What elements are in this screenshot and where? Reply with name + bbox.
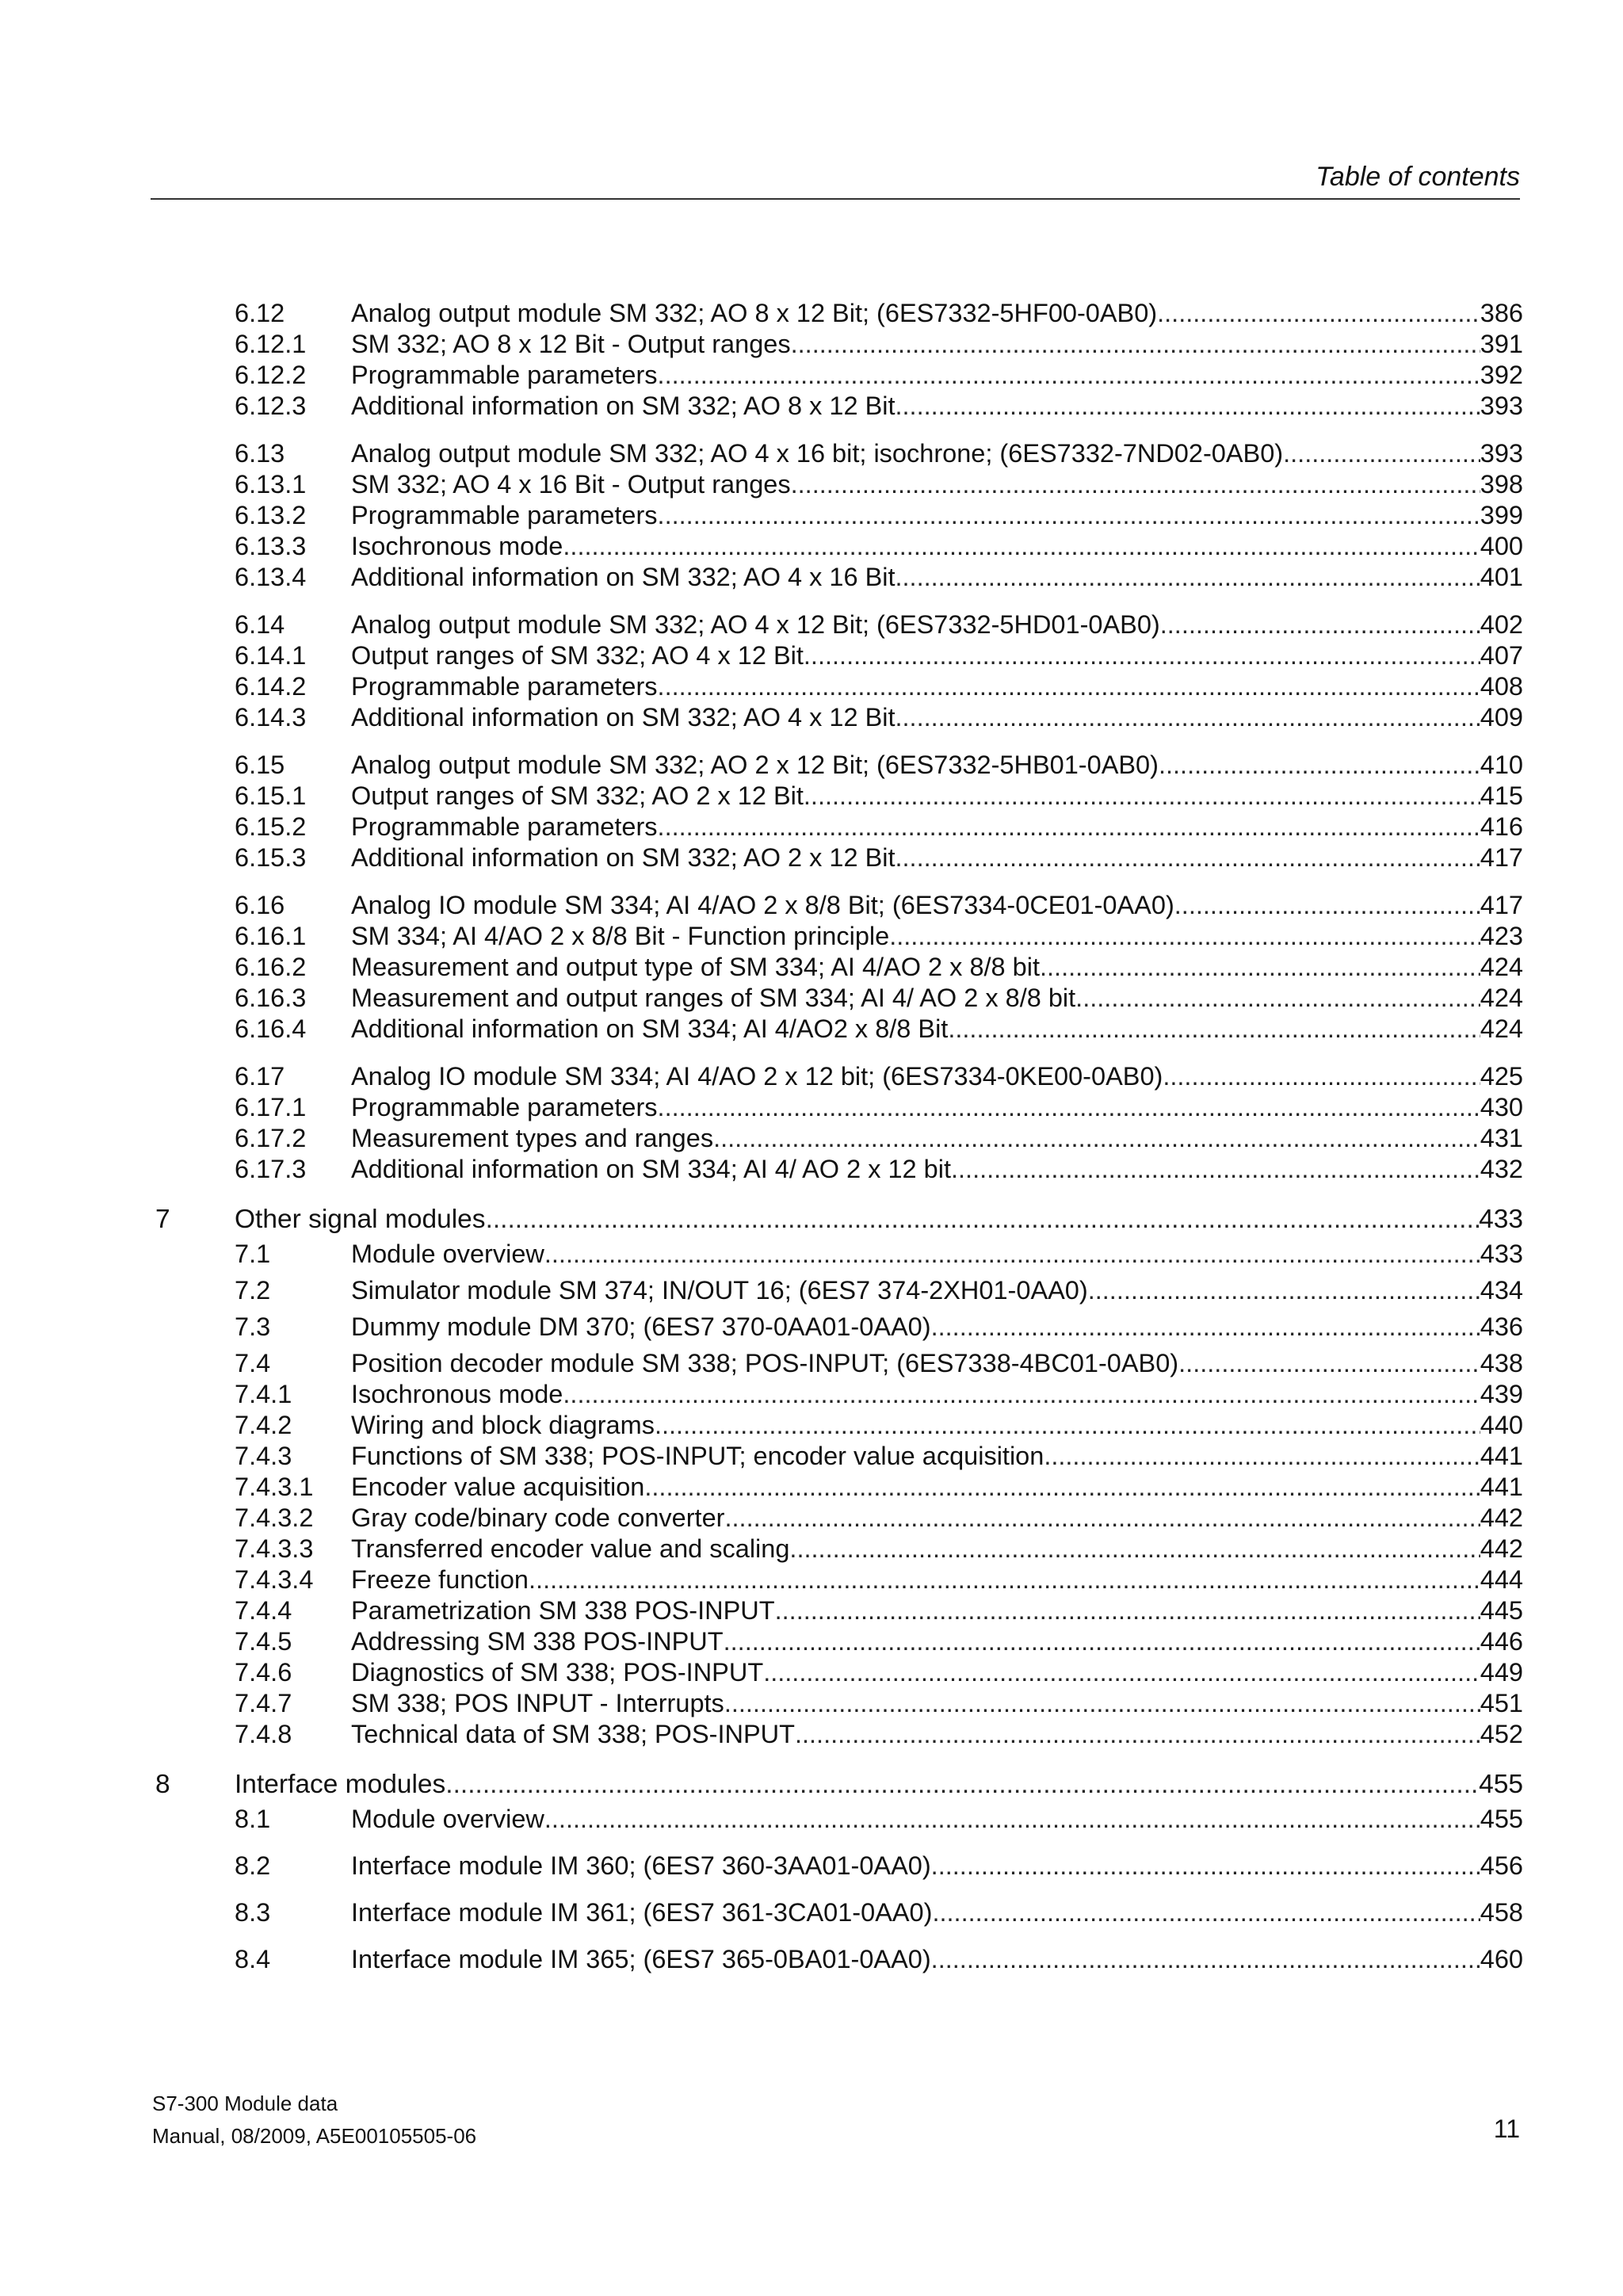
toc-chapter-entry[interactable] [0,1201,1623,1237]
toc-entry-body [351,1312,1523,1343]
toc-entry-number: 6.13.2 [235,501,307,529]
toc-entry[interactable] [0,1897,1623,1928]
toc-entry-page: 455 [1479,1770,1523,1799]
toc-entry-number: 6.16.1 [235,922,307,950]
dot-leader [1088,1275,1480,1306]
toc-entry-page: 449 [1480,1658,1523,1687]
toc-entry-number: 7.4.3 [235,1442,292,1470]
toc-entry[interactable] [0,1275,1623,1306]
toc-entry-title: Programmable parameters [351,672,658,701]
toc-entry-title: Analog output module SM 332; AO 4 x 12 Bit; (6ES7332-5HD01-0AB0) [351,610,1160,639]
toc-entry-title: Wiring and block diagrams [351,1411,655,1439]
toc-entry-page: 460 [1480,1945,1523,1973]
toc-entry-page: 442 [1480,1534,1523,1563]
dot-leader [948,1014,1480,1045]
toc-entry[interactable] [0,360,1623,391]
toc-entry-title: Dummy module DM 370; (6ES7 370-0AA01-0AA0) [351,1312,931,1341]
toc-entry-body [351,609,1523,640]
toc-entry-number: 6.15.3 [235,843,307,872]
toc-entry-title: Analog IO module SM 334; AI 4/AO 2 x 8/8 Bit; (6ES7334-0CE01-0AA0) [351,891,1174,919]
toc-entry-body [351,781,1523,812]
dot-leader [1174,890,1480,921]
toc-entry-title: Other signal modules [235,1205,486,1234]
toc-entry-number: 7.1 [235,1240,271,1268]
toc-entry[interactable] [0,1944,1623,1975]
dot-leader [804,781,1480,812]
toc-entry[interactable] [0,562,1623,593]
toc-entry-page: 438 [1480,1349,1523,1377]
toc-entry[interactable] [0,1719,1623,1750]
toc-entry-page: 441 [1480,1442,1523,1470]
toc-entry-page: 391 [1480,330,1523,358]
toc-entry[interactable] [0,890,1623,921]
toc-entry-body [351,1626,1523,1657]
toc-entry-body [351,890,1523,921]
toc-entry-body [351,1564,1523,1595]
toc-entry[interactable] [0,609,1623,640]
toc-entry-page: 424 [1480,953,1523,981]
toc-entry-page: 401 [1480,563,1523,591]
toc-entry-number: 6.13.3 [235,532,307,560]
toc-entry-title: Encoder value acquisition [351,1473,645,1501]
toc-entry-page: 400 [1480,532,1523,560]
toc-entry-body [351,1804,1523,1835]
toc-entry-number: 6.17.3 [235,1155,307,1183]
toc-entry-page: 417 [1480,843,1523,872]
toc-entry-page: 408 [1480,672,1523,701]
toc-entry-body [351,531,1523,562]
toc-entry-body [351,329,1523,360]
toc-entry[interactable] [0,1503,1623,1534]
toc-entry-title: Analog output module SM 332; AO 2 x 12 Bit; (6ES7332-5HB01-0AB0) [351,751,1159,779]
dot-leader [1159,750,1480,781]
toc-entry-page: 433 [1480,1240,1523,1268]
toc-entry-number: 6.17.2 [235,1124,307,1152]
toc-entry-body [351,469,1523,500]
toc-entry-page: 455 [1480,1805,1523,1833]
toc-entry-page: 440 [1480,1411,1523,1439]
toc-entry-body [351,1851,1523,1881]
toc-entry-title: Additional information on SM 334; AI 4/ AO 2 x 12 bit [351,1155,951,1183]
toc-entry-title: Interface module IM 361; (6ES7 361-3CA01-0AA0) [351,1898,933,1927]
toc-entry-title: Isochronous mode [351,1380,563,1408]
dot-leader [713,1123,1480,1154]
dot-leader [932,1897,1480,1928]
toc-entry[interactable] [0,842,1623,873]
toc-entry-number: 6.17 [235,1062,285,1091]
toc-entry-number: 6.16.4 [235,1014,307,1043]
toc-entry-page: 393 [1480,439,1523,468]
toc-entry-title: Module overview [351,1240,544,1268]
dot-leader [658,671,1480,702]
toc-entry-page: 423 [1480,922,1523,950]
toc-entry-number: 7.4.3.1 [235,1473,314,1501]
toc-entry-body [351,1410,1523,1441]
toc-entry-page: 441 [1480,1473,1523,1501]
toc-entry-number: 8.3 [235,1898,271,1927]
toc-entry-body [351,360,1523,391]
toc-entry[interactable] [0,1348,1623,1379]
toc-entry-title: Functions of SM 338; POS-INPUT; encoder value acquisition [351,1442,1044,1470]
toc-entry-title: SM 338; POS INPUT - Interrupts [351,1689,724,1717]
toc-entry-number: 6.15 [235,751,285,779]
dot-leader [1283,438,1480,469]
toc-entry[interactable] [0,1239,1623,1270]
toc-entry-body [351,1503,1523,1534]
toc-entry-title: Position decoder module SM 338; POS-INPUT; (6ES7338-4BC01-0AB0) [351,1349,1179,1377]
toc-entry-title: Additional information on SM 332; AO 2 x 12 Bit [351,843,896,872]
toc-entry-number: 6.12.2 [235,361,307,389]
dot-leader [1160,609,1480,640]
toc-entry[interactable] [0,921,1623,952]
toc-entry-page: 425 [1480,1062,1523,1091]
toc-entry[interactable] [0,983,1623,1014]
toc-entry-body [351,1275,1523,1306]
toc-entry-number: 7.4.3.2 [235,1503,314,1532]
toc-entry-page: 424 [1480,984,1523,1012]
toc-entry-body [351,298,1523,329]
dot-leader [791,329,1480,360]
toc-entry-page: 430 [1480,1093,1523,1121]
toc-entry-body [351,500,1523,531]
toc-entry-body [351,1348,1523,1379]
toc-entry-number: 6.13.4 [235,563,307,591]
dot-leader [529,1564,1480,1595]
toc-entry[interactable] [0,1379,1623,1410]
toc-entry-number: 6.12.1 [235,330,307,358]
dot-leader [951,1154,1480,1185]
dot-leader [896,842,1480,873]
toc-entry-title: Measurement and output ranges of SM 334; AI 4/ AO 2 x 8/8 bit [351,984,1076,1012]
toc-entry-page: 433 [1479,1205,1523,1234]
toc-entry-page: 431 [1480,1124,1523,1152]
toc-entry-body [351,1014,1523,1045]
toc-entry-page: 434 [1480,1276,1523,1305]
toc-entry-number: 7.4.2 [235,1411,292,1439]
toc-entry-number: 7 [155,1205,170,1234]
toc-entry-number: 6.17.1 [235,1093,307,1121]
toc-entry[interactable] [0,1092,1623,1123]
page-header-title: Table of contents [1316,162,1520,192]
toc-entry[interactable] [0,812,1623,842]
dot-leader [896,562,1480,593]
dot-leader [795,1719,1480,1750]
toc-entry-title: Module overview [351,1805,544,1833]
toc-entry[interactable] [0,1472,1623,1503]
toc-entry-number: 6.14.2 [235,672,307,701]
toc-entry-title: Programmable parameters [351,812,658,841]
toc-entry-number: 7.4.3.3 [235,1534,314,1563]
dot-leader [763,1657,1480,1688]
toc-entry-body [351,1061,1523,1092]
toc-entry-title: Isochronous mode [351,532,563,560]
toc-entry[interactable] [0,329,1623,360]
toc-entry-body [351,1534,1523,1564]
dot-leader [658,812,1480,842]
toc-entry-number: 6.13.1 [235,470,307,499]
dot-leader [1075,983,1480,1014]
toc-entry-title: Additional information on SM 334; AI 4/AO2 x 8/8 Bit [351,1014,949,1043]
toc-entry-body [351,842,1523,873]
toc-entry-body [351,750,1523,781]
toc-entry-number: 6.14.1 [235,641,307,670]
toc-entry-page: 409 [1480,703,1523,732]
toc-entry-number: 7.4.1 [235,1380,292,1408]
toc-entry-body [351,562,1523,593]
toc-entry[interactable] [0,1014,1623,1045]
toc-entry[interactable] [0,1410,1623,1441]
footer-manual-info: Manual, 08/2009, A5E00105505-06 [152,2124,477,2148]
header-divider [151,198,1520,200]
toc-entry-number: 6.14 [235,610,285,639]
footer-document-title: S7-300 Module data [152,2092,338,2115]
toc-entry-body [351,1472,1523,1503]
toc-entry-body [351,1239,1523,1270]
toc-entry-page: 417 [1480,891,1523,919]
toc-entry[interactable] [0,671,1623,702]
toc-entry-page: 399 [1480,501,1523,529]
toc-entry-page: 446 [1480,1627,1523,1656]
toc-entry-number: 7.4.4 [235,1596,292,1625]
toc-chapter-entry[interactable] [0,1767,1623,1802]
toc-entry-number: 6.14.3 [235,703,307,732]
toc-entry-body [351,1688,1523,1719]
toc-entry-page: 458 [1480,1898,1523,1927]
toc-entry-body [351,438,1523,469]
toc-entry-body [351,1154,1523,1185]
toc-entry-title: Additional information on SM 332; AO 8 x 12 Bit [351,392,896,420]
toc-entry-number: 6.16 [235,891,285,919]
dot-leader [658,360,1480,391]
toc-entry-title: Measurement types and ranges [351,1124,714,1152]
toc-entry[interactable] [0,640,1623,671]
toc-entry-number: 7.4.7 [235,1689,292,1717]
toc-entry-number: 6.15.2 [235,812,307,841]
toc-entry-body [351,1719,1523,1750]
toc-entry-number: 6.13 [235,439,285,468]
table-of-contents [0,298,1623,1975]
dot-leader [544,1804,1480,1835]
toc-entry[interactable] [0,391,1623,422]
toc-entry-page: 392 [1480,361,1523,389]
toc-entry-title: Interface module IM 360; (6ES7 360-3AA01-0AA0) [351,1851,931,1880]
toc-entry-title: Gray code/binary code converter [351,1503,725,1532]
toc-entry-title: SM 332; AO 8 x 12 Bit - Output ranges [351,330,791,358]
toc-entry-body [235,1201,1523,1237]
toc-entry[interactable] [0,1626,1623,1657]
dot-leader [804,640,1480,671]
toc-entry-title: Diagnostics of SM 338; POS-INPUT [351,1658,764,1687]
toc-entry-title: Addressing SM 338 POS-INPUT [351,1627,724,1656]
dot-leader [1163,1061,1480,1092]
toc-entry-title: Additional information on SM 332; AO 4 x 16 Bit [351,563,896,591]
toc-entry-number: 7.4.6 [235,1658,292,1687]
toc-entry-title: SM 332; AO 4 x 16 Bit - Output ranges [351,470,791,499]
toc-entry-body [351,391,1523,422]
dot-leader [931,1944,1480,1975]
dot-leader [896,702,1480,733]
toc-entry-body [351,1897,1523,1928]
toc-entry-body [351,812,1523,842]
toc-entry-title: Freeze function [351,1565,529,1594]
dot-leader [563,531,1480,562]
toc-entry-page: 402 [1480,610,1523,639]
dot-leader [658,500,1480,531]
toc-entry-body [351,1379,1523,1410]
toc-entry-page: 442 [1480,1503,1523,1532]
toc-entry-title: Additional information on SM 332; AO 4 x 12 Bit [351,703,896,732]
toc-entry-title: Analog output module SM 332; AO 4 x 16 bit; isochrone; (6ES7332-7ND02-0AB0) [351,439,1284,468]
toc-entry[interactable] [0,1688,1623,1719]
toc-entry-title: Output ranges of SM 332; AO 2 x 12 Bit [351,781,804,810]
toc-entry[interactable] [0,952,1623,983]
toc-entry-page: 393 [1480,392,1523,420]
toc-entry-title: Interface module IM 365; (6ES7 365-0BA01-0AA0) [351,1945,931,1973]
toc-entry[interactable] [0,702,1623,733]
toc-entry-number: 6.12.3 [235,392,307,420]
toc-entry-title: Measurement and output type of SM 334; AI 4/AO 2 x 8/8 bit [351,953,1040,981]
toc-entry-page: 452 [1480,1720,1523,1748]
toc-entry-number: 8.2 [235,1851,271,1880]
toc-entry[interactable] [0,531,1623,562]
toc-entry-title: Programmable parameters [351,501,658,529]
toc-entry-title: Output ranges of SM 332; AO 4 x 12 Bit [351,641,804,670]
toc-entry[interactable] [0,1061,1623,1092]
toc-entry-number: 7.3 [235,1312,271,1341]
toc-entry-body [351,1441,1523,1472]
toc-entry[interactable] [0,1595,1623,1626]
toc-entry[interactable] [0,438,1623,469]
toc-entry-number: 7.4.5 [235,1627,292,1656]
dot-leader [791,469,1480,500]
toc-entry-body [235,1767,1523,1802]
toc-entry-body [351,952,1523,983]
toc-entry-body [351,983,1523,1014]
toc-entry-number: 8 [155,1770,170,1799]
toc-entry-body [351,1595,1523,1626]
dot-leader [486,1201,1480,1237]
toc-entry-title: Analog IO module SM 334; AI 4/AO 2 x 12 bit; (6ES7334-0KE00-0AB0) [351,1062,1163,1091]
dot-leader [644,1472,1480,1503]
toc-entry-title: Interface modules [235,1770,446,1799]
toc-entry-page: 436 [1480,1312,1523,1341]
toc-entry[interactable] [0,781,1623,812]
toc-entry-page: 410 [1480,751,1523,779]
toc-entry-body [351,671,1523,702]
toc-entry-body [351,1944,1523,1975]
toc-entry[interactable] [0,1123,1623,1154]
dot-leader [775,1595,1480,1626]
toc-entry-body [351,1123,1523,1154]
toc-entry-title: Programmable parameters [351,361,658,389]
toc-entry-page: 398 [1480,470,1523,499]
dot-leader [1157,298,1480,329]
toc-entry[interactable] [0,1564,1623,1595]
toc-entry-title: Programmable parameters [351,1093,658,1121]
toc-entry-title: Transferred encoder value and scaling [351,1534,790,1563]
toc-entry-page: 444 [1480,1565,1523,1594]
toc-entry-page: 416 [1480,812,1523,841]
toc-entry-body [351,921,1523,952]
toc-entry-number: 6.16.3 [235,984,307,1012]
dot-leader [725,1503,1480,1534]
toc-entry-body [351,1657,1523,1688]
toc-entry-title: SM 334; AI 4/AO 2 x 8/8 Bit - Function principle [351,922,890,950]
toc-entry-number: 6.15.1 [235,781,307,810]
toc-entry-page: 424 [1480,1014,1523,1043]
toc-entry[interactable] [0,1312,1623,1343]
dot-leader [445,1767,1479,1802]
toc-entry-number: 7.4.8 [235,1720,292,1748]
toc-entry-number: 6.12 [235,299,285,327]
dot-leader [1044,1441,1480,1472]
toc-entry[interactable] [0,1154,1623,1185]
dot-leader [563,1379,1480,1410]
toc-entry-body [351,1092,1523,1123]
toc-entry-title: Analog output module SM 332; AO 8 x 12 Bit; (6ES7332-5HF00-0AB0) [351,299,1158,327]
toc-entry[interactable] [0,500,1623,531]
dot-leader [1178,1348,1480,1379]
toc-entry[interactable] [0,750,1623,781]
toc-entry-body [351,640,1523,671]
toc-entry-number: 7.4 [235,1349,271,1377]
toc-entry-title: Technical data of SM 338; POS-INPUT [351,1720,795,1748]
toc-entry-body [351,702,1523,733]
toc-entry-page: 415 [1480,781,1523,810]
toc-entry[interactable] [0,1657,1623,1688]
toc-entry[interactable] [0,298,1623,329]
dot-leader [896,391,1480,422]
dot-leader [931,1851,1480,1881]
toc-entry-number: 7.4.3.4 [235,1565,314,1594]
dot-leader [889,921,1480,952]
toc-entry-page: 432 [1480,1155,1523,1183]
dot-leader [655,1410,1480,1441]
toc-entry-page: 456 [1480,1851,1523,1880]
toc-entry[interactable] [0,1804,1623,1835]
toc-entry-title: Simulator module SM 374; IN/OUT 16; (6ES7 374-2XH01-0AA0) [351,1276,1088,1305]
dot-leader [1040,952,1480,983]
dot-leader [544,1239,1480,1270]
toc-entry-page: 439 [1480,1380,1523,1408]
toc-entry-number: 8.4 [235,1945,271,1973]
toc-entry-number: 8.1 [235,1805,271,1833]
toc-entry[interactable] [0,1534,1623,1564]
toc-entry-title: Parametrization SM 338 POS-INPUT [351,1596,775,1625]
toc-entry[interactable] [0,1851,1623,1881]
toc-entry-page: 386 [1480,299,1523,327]
toc-entry-number: 7.2 [235,1276,271,1305]
footer-page-number: 11 [1493,2115,1520,2143]
dot-leader [931,1312,1480,1343]
toc-entry-number: 6.16.2 [235,953,307,981]
toc-entry-page: 445 [1480,1596,1523,1625]
dot-leader [658,1092,1480,1123]
toc-entry[interactable] [0,469,1623,500]
toc-entry-page: 451 [1480,1689,1523,1717]
dot-leader [724,1626,1480,1657]
dot-leader [724,1688,1480,1719]
dot-leader [789,1534,1480,1564]
toc-entry[interactable] [0,1441,1623,1472]
toc-entry-page: 407 [1480,641,1523,670]
